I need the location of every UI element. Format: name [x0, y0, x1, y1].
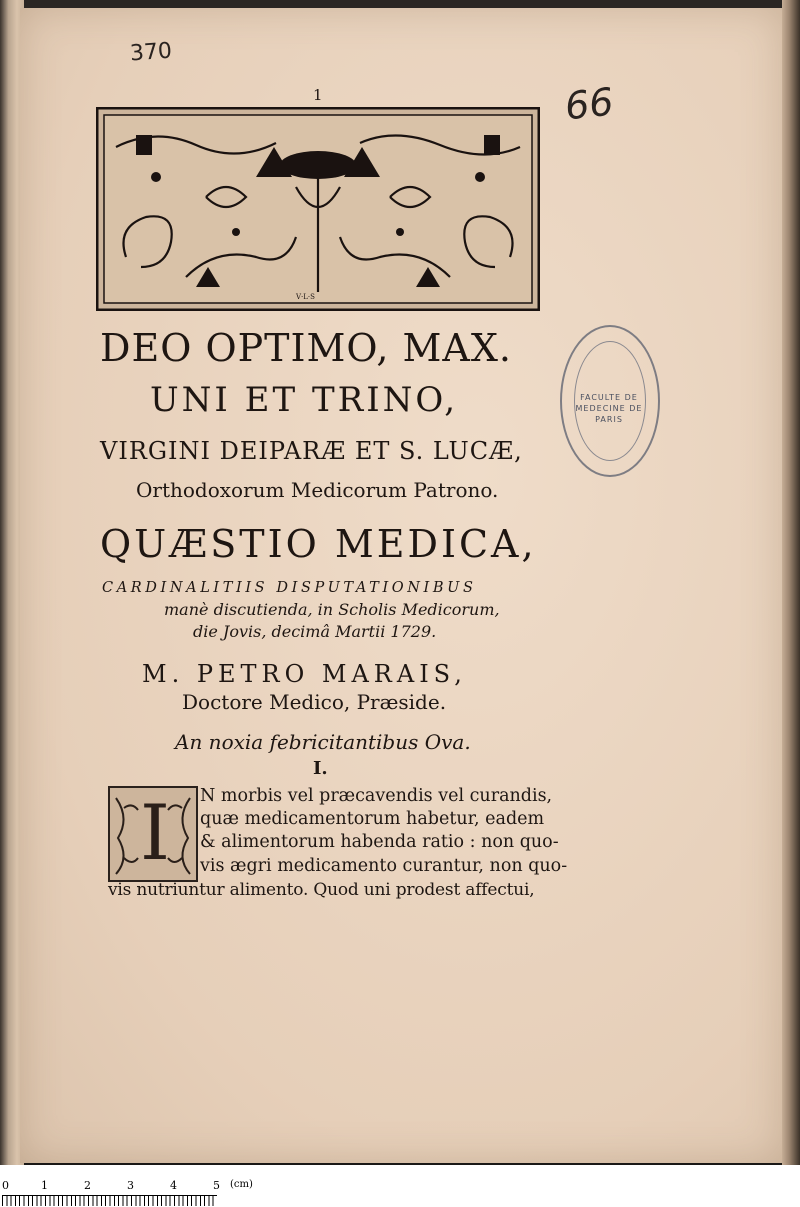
title-line-4: Orthodoxorum Medicorum Patrono. — [136, 478, 499, 502]
woodcut-ornament — [96, 107, 540, 311]
scale-unit: (cm) — [230, 1179, 253, 1190]
schedule-line-1: manè discutienda, in Scholis Medicorum, — [164, 600, 500, 619]
section-number: I. — [313, 758, 328, 779]
page-fore-edge — [782, 0, 800, 1165]
title-line-2: UNI ET TRINO, — [150, 380, 459, 420]
body-line-2: quæ medicamentorum habetur, eadem — [200, 809, 545, 829]
ornament-mark: V·L·S — [296, 293, 315, 301]
body-line-3: & alimentorum habenda ratio : non quo- — [200, 832, 559, 852]
stamp-text: FACULTE DE MEDECINE DE PARIS — [575, 393, 643, 424]
body-line-4: vis ægri medicamento curantur, non quo- — [200, 856, 568, 876]
praeses-name: M. PETRO MARAIS, — [142, 660, 467, 688]
scale-label-4: 4 — [170, 1179, 177, 1192]
title-line-3: VIRGINI DEIPARÆ ET S. LUCÆ, — [100, 437, 523, 465]
question-title: An noxia febricitantibus Ova. — [175, 730, 471, 754]
scale-ticks — [2, 1195, 217, 1206]
scale-label-1: 1 — [41, 1179, 48, 1192]
title-line-1: DEO OPTIMO, MAX. — [100, 326, 512, 370]
praeses-title: Doctore Medico, Præside. — [182, 690, 447, 714]
handwritten-folio: 66 — [562, 79, 616, 129]
quaestio-heading: QUÆSTIO MEDICA, — [100, 522, 537, 566]
decorated-initial — [108, 786, 198, 882]
scale-label-5: 5 — [213, 1179, 220, 1192]
scale-label-0: 0 — [2, 1179, 9, 1192]
initial-letter: I — [140, 788, 171, 877]
scale-label-2: 2 — [84, 1179, 91, 1192]
schedule-line-2: die Jovis, decimâ Martii 1729. — [193, 622, 437, 641]
body-line-5: vis nutriuntur alimento. Quod uni prodest affectui, — [108, 880, 535, 900]
disputation-line: CARDINALITIIS DISPUTATIONIBUS — [102, 580, 477, 596]
scale-label-3: 3 — [127, 1179, 134, 1192]
page-number: 1 — [313, 86, 323, 104]
body-line-1: N morbis vel præcavendis vel curandis, — [200, 786, 553, 806]
handwritten-number: 370 — [129, 38, 173, 67]
